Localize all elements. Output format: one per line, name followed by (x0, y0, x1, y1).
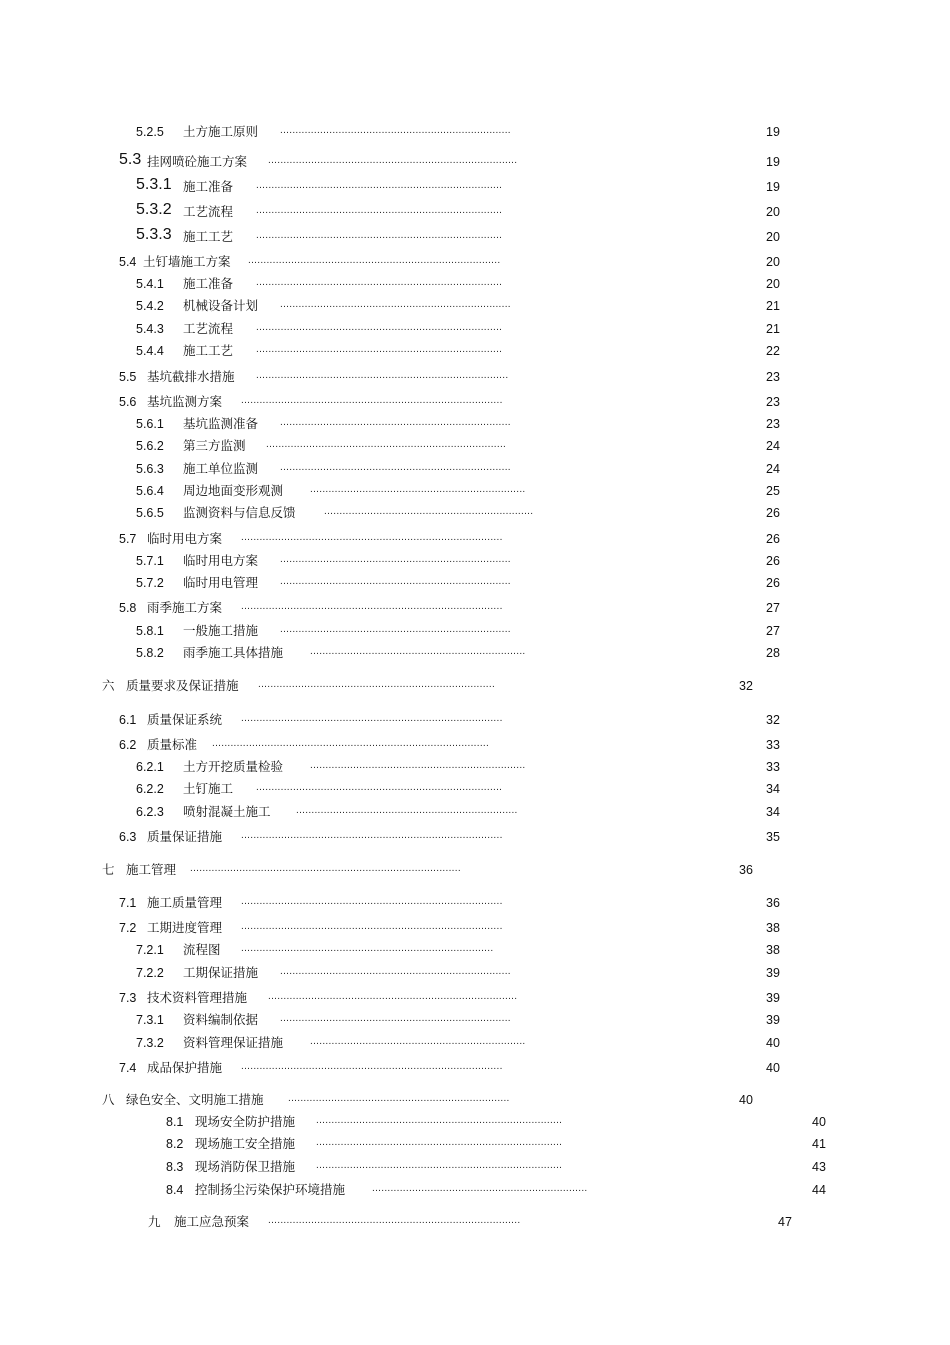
toc-entry-page-number: 27 (766, 624, 780, 638)
toc-entry-page-number: 21 (766, 322, 780, 336)
toc-dot-leader: ...................................................................... (310, 484, 526, 495)
toc-entry-page-number: 36 (739, 863, 753, 877)
toc-entry-title: 工艺流程 (183, 321, 234, 336)
toc-entry[interactable] (0, 940, 950, 960)
toc-entry-page-number: 24 (766, 462, 780, 476)
toc-entry-page-number: 24 (766, 439, 780, 453)
toc-entry-page-number: 38 (766, 943, 780, 957)
toc-dot-leader: .......................................................................................... (212, 738, 490, 749)
toc-entry-page-number: 32 (739, 679, 753, 693)
toc-entry-title: 现场安全防护措施 (195, 1114, 296, 1129)
toc-dot-leader: ..................................................................................... (241, 395, 503, 406)
toc-dot-leader: ................................................................................ (256, 230, 503, 241)
toc-entry-number: 5.4.2 (136, 299, 164, 313)
toc-dot-leader: ................................................................................ (256, 180, 503, 191)
toc-entry-title: 第三方监测 (183, 438, 246, 453)
toc-dot-leader: ...................................................................... (310, 760, 526, 771)
toc-entry-title: 资料管理保证措施 (183, 1035, 284, 1050)
toc-entry-number: 5.3.3 (136, 226, 172, 243)
toc-entry[interactable] (0, 392, 950, 412)
toc-entry-page-number: 26 (766, 554, 780, 568)
toc-dot-leader: ................................................................................ (256, 322, 503, 333)
toc-entry[interactable] (0, 1134, 950, 1154)
toc-entry-number: 八 (102, 1093, 115, 1107)
toc-dot-leader: ........................................................................... (280, 1013, 511, 1024)
toc-entry-title: 流程图 (183, 942, 221, 957)
toc-entry-page-number: 32 (766, 713, 780, 727)
toc-dot-leader: ..................................................................................... (241, 830, 503, 841)
toc-dot-leader: .................................................................................. (256, 370, 509, 381)
toc-entry-page-number: 39 (766, 966, 780, 980)
toc-entry-page-number: 23 (766, 417, 780, 431)
toc-entry[interactable] (0, 1180, 950, 1200)
toc-dot-leader: .................................................................................. (268, 1215, 521, 1226)
toc-dot-leader: ................................................................................. (268, 991, 518, 1002)
toc-dot-leader: .............................................................................. (266, 439, 507, 450)
toc-dot-leader: ..................................................................................... (241, 713, 503, 724)
toc-dot-leader: ................................................................................ (256, 782, 503, 793)
toc-entry-page-number: 33 (766, 738, 780, 752)
toc-entry-title: 质量要求及保证措施 (126, 678, 239, 693)
toc-entry[interactable] (0, 643, 950, 663)
toc-entry-number: 5.4.1 (136, 277, 164, 291)
toc-entry-number: 8.4 (166, 1183, 184, 1197)
toc-entry[interactable] (0, 1010, 950, 1030)
toc-entry[interactable] (0, 227, 950, 247)
toc-dot-leader: .................................................................................. (241, 943, 494, 954)
toc-entry-number: 5.4 (119, 255, 137, 269)
toc-entry-title: 质量保证系统 (147, 712, 223, 727)
toc-entry-number: 5.3.2 (136, 201, 172, 218)
toc-entry[interactable] (0, 963, 950, 983)
toc-entry[interactable] (0, 735, 950, 755)
toc-entry-title: 施工工艺 (183, 343, 234, 358)
toc-dot-leader: ........................................................................... (280, 125, 511, 136)
toc-entry-page-number: 35 (766, 830, 780, 844)
toc-dot-leader: ........................................................................... (280, 417, 511, 428)
toc-entry-number: 8.1 (166, 1115, 184, 1129)
toc-entry-page-number: 38 (766, 921, 780, 935)
toc-dot-leader: ........................................................................................ (190, 863, 461, 874)
toc-entry-number: 5.2.5 (136, 125, 164, 139)
toc-entry-title: 施工应急预案 (174, 1214, 250, 1229)
toc-entry-title: 临时用电方案 (183, 553, 259, 568)
toc-entry-title: 施工单位监测 (183, 461, 259, 476)
toc-entry-page-number: 43 (812, 1160, 826, 1174)
toc-entry-title: 雨季施工具体措施 (183, 645, 284, 660)
toc-dot-leader: ..................................................................................... (241, 532, 503, 543)
toc-entry-page-number: 36 (766, 896, 780, 910)
toc-entry-title: 土方开挖质量检验 (183, 759, 284, 774)
toc-entry-title: 施工质量管理 (147, 895, 223, 910)
toc-entry[interactable] (0, 252, 950, 272)
toc-entry-page-number: 19 (766, 180, 780, 194)
toc-entry-number: 6.3 (119, 830, 137, 844)
toc-entry-number: 5.6 (119, 395, 137, 409)
toc-entry[interactable] (0, 459, 950, 479)
toc-entry-number: 5.8 (119, 601, 137, 615)
toc-entry[interactable] (0, 802, 950, 822)
toc-dot-leader: .................................................................................. (248, 255, 501, 266)
toc-dot-leader: ........................................................................... (280, 462, 511, 473)
toc-entry-number: 5.8.1 (136, 624, 164, 638)
toc-dot-leader: ................................................................................ (256, 205, 503, 216)
toc-entry[interactable] (0, 296, 950, 316)
toc-entry-page-number: 19 (766, 155, 780, 169)
toc-entry-title: 临时用电方案 (147, 531, 223, 546)
toc-entry-page-number: 23 (766, 395, 780, 409)
toc-entry-number: 7.3.1 (136, 1013, 164, 1027)
toc-entry-title: 资料编制依据 (183, 1012, 259, 1027)
toc-entry-page-number: 40 (739, 1093, 753, 1107)
toc-entry-title: 技术资料管理措施 (147, 990, 248, 1005)
toc-entry-page-number: 19 (766, 125, 780, 139)
toc-entry-number: 七 (102, 863, 115, 877)
toc-entry-title: 现场施工安全措施 (195, 1136, 296, 1151)
toc-dot-leader: ................................................................................ (256, 344, 503, 355)
toc-dot-leader: ................................................................................ (316, 1160, 563, 1171)
toc-entry[interactable] (0, 893, 950, 913)
toc-dot-leader: ........................................................................... (280, 299, 511, 310)
toc-entry-number: 7.3 (119, 991, 137, 1005)
toc-entry-number: 5.6.2 (136, 439, 164, 453)
toc-dot-leader: ................................................................................. (268, 155, 518, 166)
toc-entry[interactable] (0, 676, 950, 696)
toc-entry-page-number: 23 (766, 370, 780, 384)
toc-entry[interactable] (0, 1058, 950, 1078)
toc-entry-title: 雨季施工方案 (147, 600, 223, 615)
toc-entry[interactable] (0, 988, 950, 1008)
toc-entry-number: 六 (102, 679, 115, 693)
toc-entry-page-number: 26 (766, 506, 780, 520)
toc-dot-leader: ........................................................................... (280, 966, 511, 977)
toc-entry-number: 7.2 (119, 921, 137, 935)
toc-entry-number: 7.2.2 (136, 966, 164, 980)
toc-entry[interactable] (0, 122, 950, 142)
toc-entry-number: 5.7.2 (136, 576, 164, 590)
toc-entry-number: 6.2.2 (136, 782, 164, 796)
toc-entry-number: 8.3 (166, 1160, 184, 1174)
toc-entry[interactable] (0, 274, 950, 294)
toc-entry-page-number: 39 (766, 991, 780, 1005)
toc-entry-number: 5.6.5 (136, 506, 164, 520)
toc-entry-page-number: 40 (766, 1061, 780, 1075)
toc-entry[interactable] (0, 621, 950, 641)
toc-entry-page-number: 34 (766, 805, 780, 819)
toc-dot-leader: .................................................................... (324, 506, 534, 517)
toc-dot-leader: ........................................................................ (296, 805, 518, 816)
toc-entry-title: 周边地面变形观测 (183, 483, 284, 498)
toc-entry-number: 5.6.4 (136, 484, 164, 498)
toc-dot-leader: ..................................................................................... (241, 896, 503, 907)
toc-entry-page-number: 20 (766, 205, 780, 219)
toc-entry[interactable] (0, 598, 950, 618)
toc-entry-page-number: 33 (766, 760, 780, 774)
toc-entry[interactable] (0, 177, 950, 197)
toc-entry-title: 施工管理 (126, 862, 177, 877)
toc-entry-number: 九 (148, 1215, 161, 1229)
toc-dot-leader: ...................................................................... (372, 1183, 588, 1194)
toc-dot-leader: ........................................................................... (280, 554, 511, 565)
toc-dot-leader: ................................................................................ (316, 1137, 563, 1148)
toc-entry[interactable] (0, 529, 950, 549)
toc-entry-title: 喷射混凝土施工 (183, 804, 271, 819)
toc-entry-number: 5.5 (119, 370, 137, 384)
toc-entry-number: 8.2 (166, 1137, 184, 1151)
toc-entry[interactable] (0, 827, 950, 847)
toc-entry-number: 6.2.1 (136, 760, 164, 774)
toc-entry-title: 质量保证措施 (147, 829, 223, 844)
toc-entry-page-number: 41 (812, 1137, 826, 1151)
toc-entry-title: 挂网喷砼施工方案 (147, 154, 248, 169)
toc-entry-page-number: 40 (766, 1036, 780, 1050)
toc-entry[interactable] (0, 341, 950, 361)
toc-entry-page-number: 22 (766, 344, 780, 358)
toc-entry-page-number: 39 (766, 1013, 780, 1027)
toc-entry[interactable] (0, 503, 950, 523)
toc-dot-leader: ..................................................................................... (241, 601, 503, 612)
toc-dot-leader: ................................................................................ (256, 277, 503, 288)
toc-entry-title: 土方施工原则 (183, 124, 259, 139)
toc-entry-title: 临时用电管理 (183, 575, 259, 590)
toc-entry-title: 土钉墙施工方案 (143, 254, 231, 269)
toc-entry-number: 5.3.1 (136, 176, 172, 193)
toc-dot-leader: ........................................................................... (280, 576, 511, 587)
toc-dot-leader: ............................................................................. (258, 679, 496, 690)
toc-entry[interactable] (0, 414, 950, 434)
toc-entry-number: 5.7.1 (136, 554, 164, 568)
toc-entry-title: 机械设备计划 (183, 298, 259, 313)
toc-dot-leader: ................................................................................ (316, 1115, 563, 1126)
toc-entry-title: 施工准备 (183, 179, 234, 194)
toc-entry-page-number: 21 (766, 299, 780, 313)
toc-entry-number: 6.2.3 (136, 805, 164, 819)
toc-entry-page-number: 28 (766, 646, 780, 660)
toc-entry[interactable] (0, 436, 950, 456)
toc-entry-title: 基坑监测方案 (147, 394, 223, 409)
toc-entry-page-number: 25 (766, 484, 780, 498)
toc-entry-number: 5.6.3 (136, 462, 164, 476)
toc-entry-number: 5.6.1 (136, 417, 164, 431)
toc-entry-title: 工艺流程 (183, 204, 234, 219)
toc-entry-page-number: 34 (766, 782, 780, 796)
toc-dot-leader: ........................................................................... (280, 624, 511, 635)
toc-entry[interactable] (0, 1157, 950, 1177)
toc-entry-number: 6.1 (119, 713, 137, 727)
toc-entry-title: 监测资料与信息反馈 (183, 505, 296, 520)
toc-entry[interactable] (0, 757, 950, 777)
toc-entry-title: 施工工艺 (183, 229, 234, 244)
toc-entry[interactable] (0, 319, 950, 339)
toc-entry[interactable] (0, 1112, 950, 1132)
toc-entry-page-number: 20 (766, 255, 780, 269)
toc-entry-number: 7.1 (119, 896, 137, 910)
toc-entry[interactable] (0, 481, 950, 501)
toc-entry-page-number: 40 (812, 1115, 826, 1129)
toc-entry-title: 控制扬尘污染保护环境措施 (195, 1182, 346, 1197)
toc-entry[interactable] (0, 860, 950, 880)
toc-entry-page-number: 20 (766, 230, 780, 244)
toc-entry-title: 基坑监测准备 (183, 416, 259, 431)
toc-entry[interactable] (0, 1090, 950, 1110)
toc-dot-leader: ...................................................................... (310, 646, 526, 657)
toc-dot-leader: ........................................................................ (288, 1093, 510, 1104)
toc-dot-leader: ..................................................................................... (241, 1061, 503, 1072)
toc-entry[interactable] (0, 573, 950, 593)
toc-entry-title: 成品保护措施 (147, 1060, 223, 1075)
toc-entry-title: 基坑截排水措施 (147, 369, 235, 384)
toc-entry-title: 施工准备 (183, 276, 234, 291)
toc-entry-page-number: 26 (766, 576, 780, 590)
toc-entry-number: 7.2.1 (136, 943, 164, 957)
toc-entry-number: 7.3.2 (136, 1036, 164, 1050)
toc-dot-leader: ...................................................................... (310, 1036, 526, 1047)
toc-entry[interactable] (0, 710, 950, 730)
toc-entry-page-number: 20 (766, 277, 780, 291)
toc-entry-title: 工期保证措施 (183, 965, 259, 980)
toc-entry-number: 5.4.4 (136, 344, 164, 358)
toc-entry-title: 一般施工措施 (183, 623, 259, 638)
toc-entry-number: 5.7 (119, 532, 137, 546)
toc-entry[interactable] (0, 779, 950, 799)
toc-entry-number: 5.4.3 (136, 322, 164, 336)
toc-entry-page-number: 44 (812, 1183, 826, 1197)
toc-entry[interactable] (0, 152, 950, 172)
toc-entry-title: 工期进度管理 (147, 920, 223, 935)
toc-entry-title: 绿色安全、文明施工措施 (126, 1092, 264, 1107)
toc-entry[interactable] (0, 551, 950, 571)
toc-entry-title: 土钉施工 (183, 781, 234, 796)
toc-entry[interactable] (0, 918, 950, 938)
toc-entry[interactable] (0, 202, 950, 222)
toc-entry-number: 6.2 (119, 738, 137, 752)
toc-entry[interactable] (0, 1033, 950, 1053)
toc-entry[interactable] (0, 1212, 950, 1232)
toc-entry-page-number: 26 (766, 532, 780, 546)
toc-entry[interactable] (0, 367, 950, 387)
toc-entry-number: 7.4 (119, 1061, 137, 1075)
toc-dot-leader: ..................................................................................... (241, 921, 503, 932)
toc-entry-page-number: 47 (778, 1215, 792, 1229)
toc-entry-number: 5.8.2 (136, 646, 164, 660)
toc-entry-number: 5.3 (119, 151, 142, 168)
toc-entry-page-number: 27 (766, 601, 780, 615)
toc-entry-title: 现场消防保卫措施 (195, 1159, 296, 1174)
toc-entry-title: 质量标准 (147, 737, 198, 752)
